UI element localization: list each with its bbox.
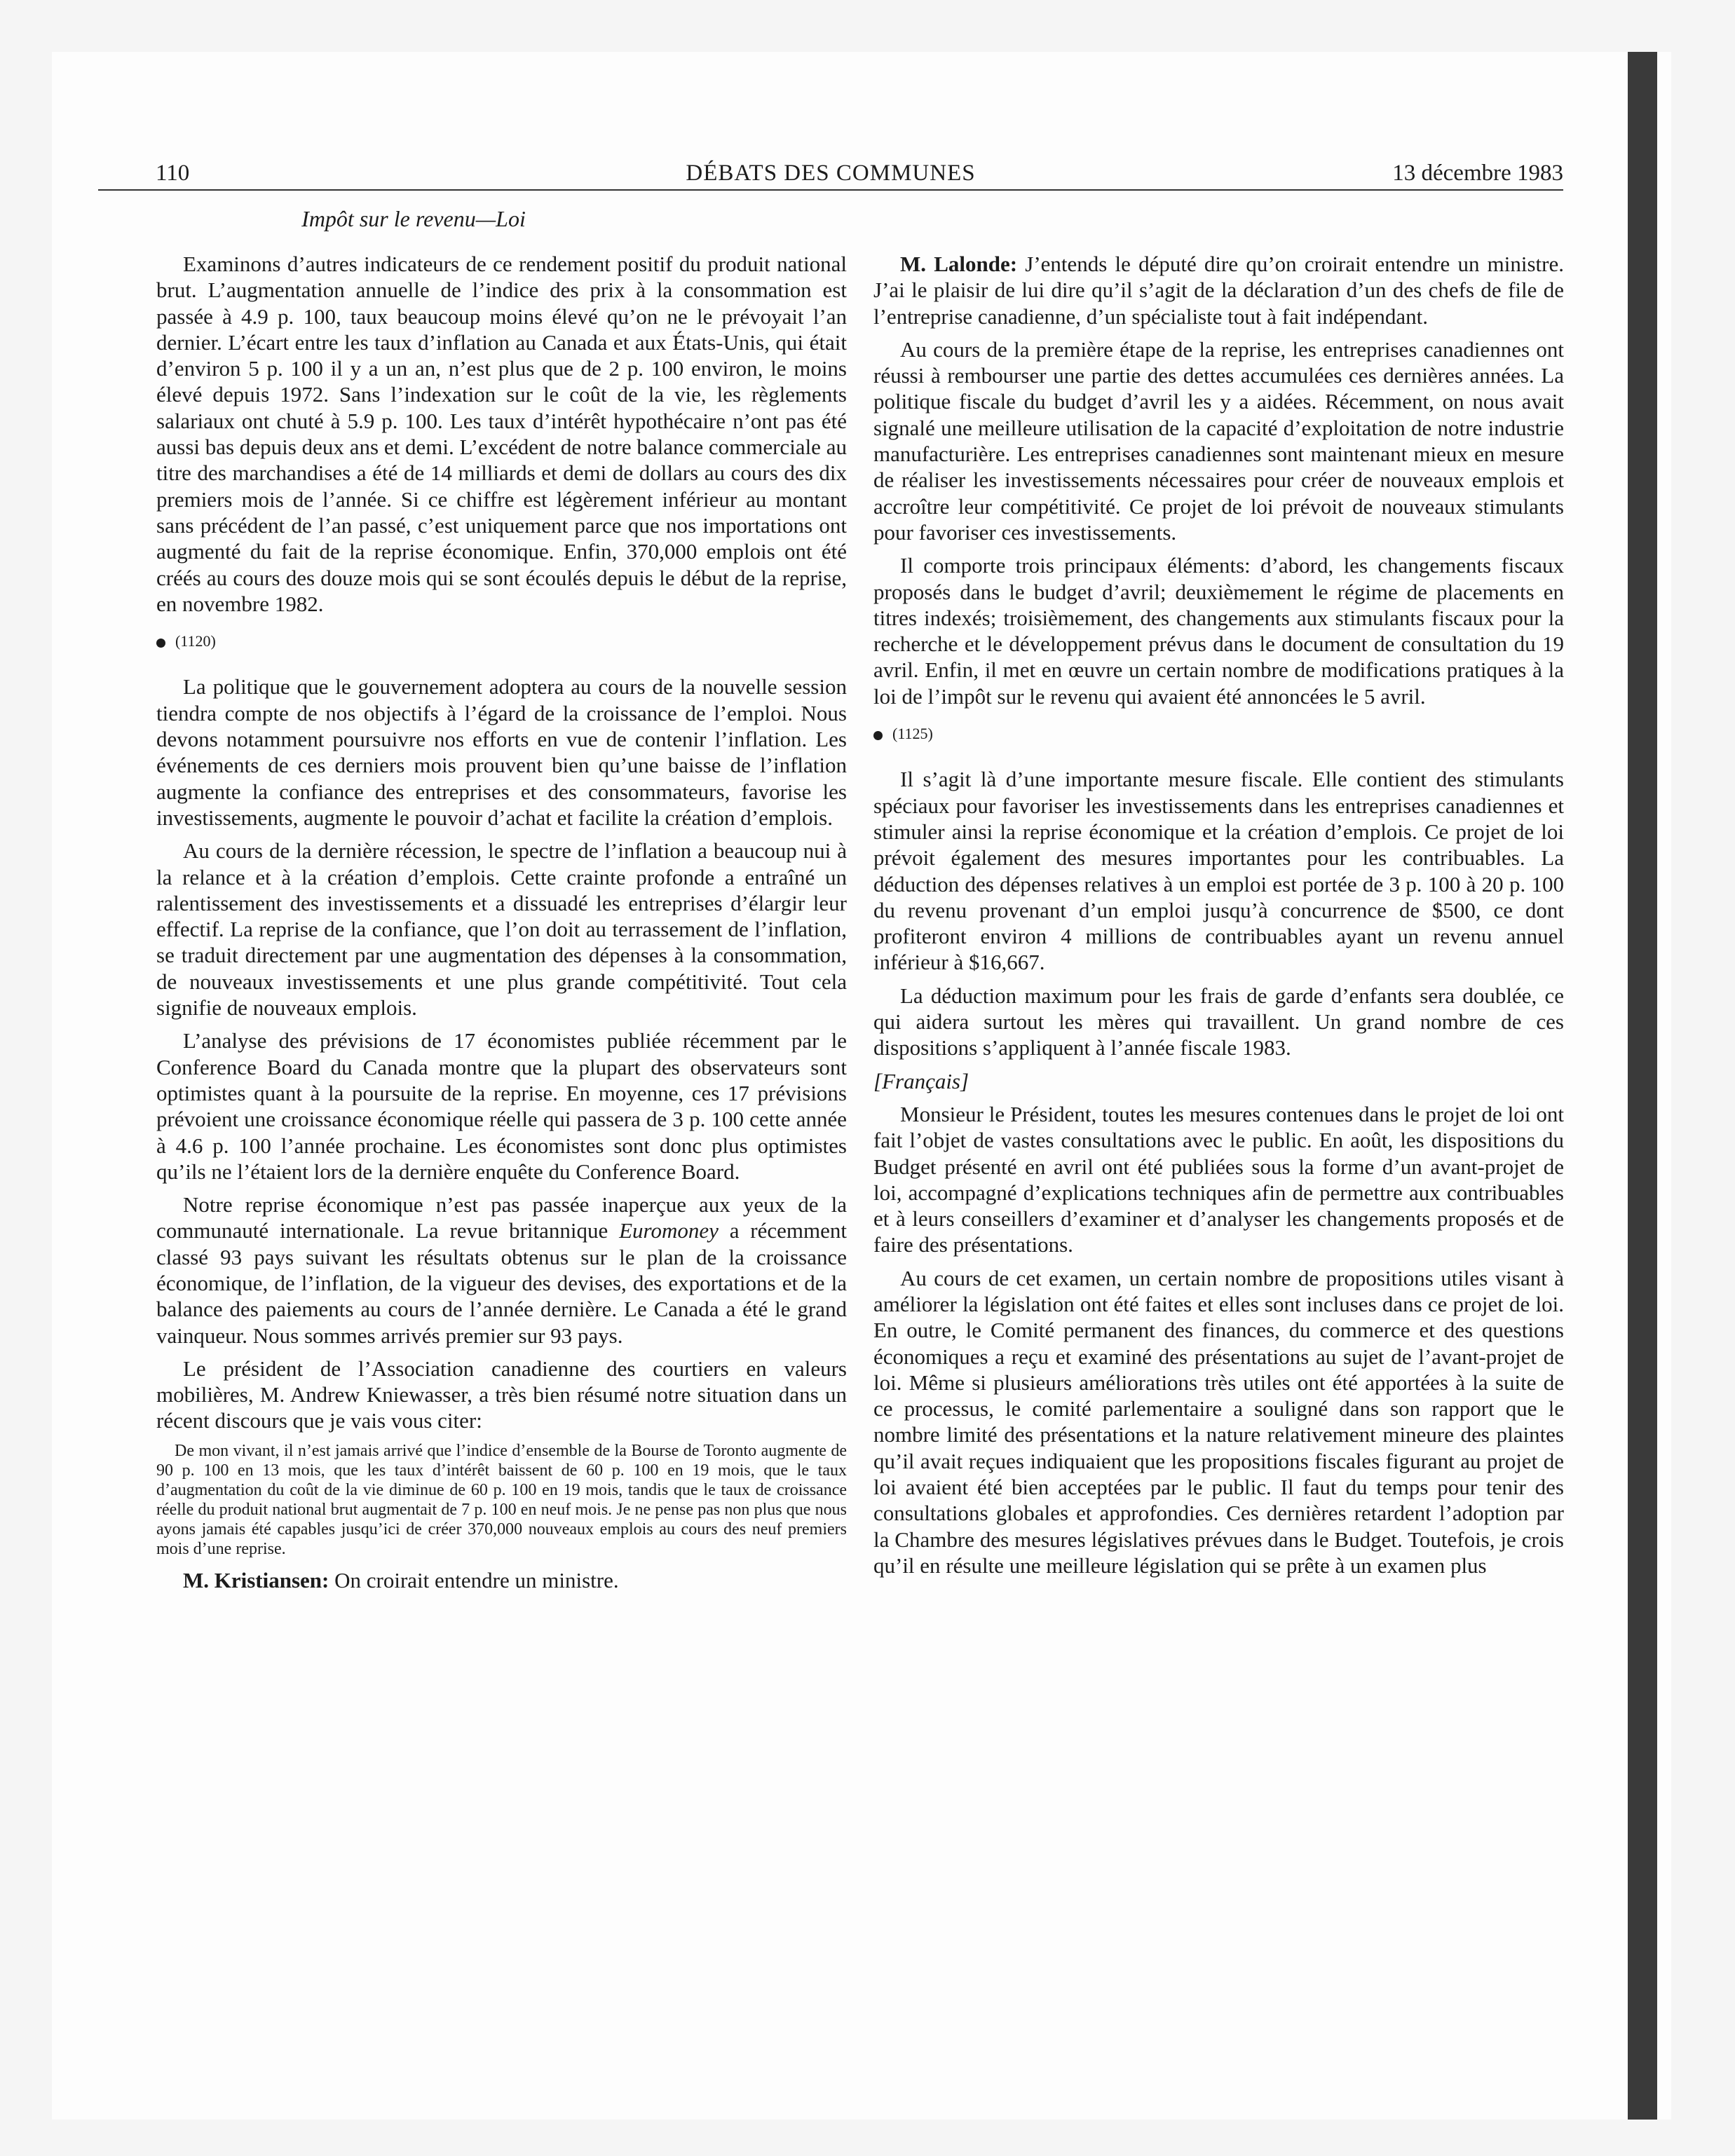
- right-column: [873, 251, 1564, 1585]
- publication-name: Euromoney: [619, 1218, 719, 1243]
- paragraph: La politique que le gouvernement adoptera au cours de la nouvelle session tiendra compte de nos objectifs à l’égard de la croissance de l’emploi. Nous devons notamment poursuivre nos efforts en vue de contenir l’inflation. Les événements de ces derniers mois prouvent bien qu’une baisse de l’inflation augmente la confiance des entreprises et des consommateurs, favorise les investissements, augmente le pouvoir d’achat et facilite la création d’emplois.: [156, 674, 847, 830]
- left-column: [156, 251, 847, 1600]
- paragraph: La déduction maximum pour les frais de garde d’enfants sera doublée, ce qui aidera surtout les mères qui travaillent. Un grand nombre de ces dispositions s’appliquent à l’année fiscale 1983.: [873, 983, 1564, 1060]
- speech: [156, 1567, 847, 1593]
- paragraph: Il s’agit là d’une importante mesure fiscale. Elle contient des stimulants spéciaux pour favoriser les investissements dans les entreprises canadiennes et stimuler ainsi la reprise économique et la création d’emplois. Ce projet de loi prévoit également des mesures importantes pour les contribuables. La déduction des dépenses relatives à un emploi est portée de 3 p. 100 à 20 p. 100 du revenu provenant d’un emploi jusqu’à concurrence de $500, ce dont profiteront environ 4 millions de contribuables ayant un revenu annuel inférieur à $16,667.: [873, 767, 1564, 975]
- paragraph: Au cours de cet examen, un certain nombre de propositions utiles visant à améliorer la législation ont été faites et elles sont incluses dans ce projet de loi. En outre, le Comité permanent des finances, du commerce et des questions économiques a reçu et examiné des présentations au sujet de l’avant-projet de loi. Même si plusieurs améliorations très utiles ont été apportées à la suite de ce processus, le comité parlementaire a souligné dans son rapport que le nombre limité des présentations et la nature relativement mineure des plaintes qu’il avait reçues indiquaient que les propositions fiscales figurant au projet de loi avaient été bien acceptées par le public. Il faut du temps pour tenir des consultations globales et approfondies. Ces dernières retardent l’adoption par la Chambre des mesures législatives prévues dans le Budget. Toutefois, je crois qu’il en résulte une meilleure législation qui se prête à un examen plus: [873, 1265, 1564, 1578]
- paragraph: Le président de l’Association canadienne des courtiers en valeurs mobilières, M. Andrew Kniewasser, a très bien résumé notre situation dans un récent discours que je vais vous citer:: [156, 1356, 847, 1433]
- language-tag: [Français]: [873, 1068, 969, 1093]
- paragraph: Au cours de la première étape de la reprise, les entreprises canadiennes ont réussi à rembourser une partie des dettes accumulées ces dernières années. La politique fiscale du budget d’avril les y a aidées. Récemment, on nous avait signalé une meilleure utilisation de la capacité d’exploitation de notre industrie manufacturière. Les entreprises canadiennes sont maintenant mieux en mesure de réaliser les investissements nécessaires pour créer de nouveaux emplois et accroître leur compétitivité. Ce projet de loi prévoit de nouveaux stimulants pour favoriser ces investissements.: [873, 336, 1564, 545]
- time-marker: [873, 721, 1564, 746]
- paragraph: [156, 1192, 847, 1349]
- paragraph: Il comporte trois principaux éléments: d’abord, les changements fiscaux proposés dans le budget d’avril; deuxièmement le régime de placements en titres indexés; troisièmement, des changements aux stimulants fiscaux pour la recherche et le développement prévus dans le document de consultation du 19 avril. Enfin, il met en œuvre un certain nombre de modifications pratiques à la loi de l’impôt sur le revenu qui avaient été annoncées le 5 avril.: [873, 553, 1564, 709]
- text-run: a récemment classé 93 pays suivant les résultats obtenus sur le plan de la croissance économique, de l’inflation, de la vigueur des devises, des exportations et de la balance des paiements au cours de l’année dernière. Le Canada a été le grand vainqueur. Nous sommes arrivés premier sur 93 pays.: [156, 1218, 847, 1348]
- running-head: Impôt sur le revenu—Loi: [301, 206, 526, 231]
- speaker-name: M. Kristiansen:: [183, 1567, 329, 1592]
- page-number: 110: [156, 161, 190, 186]
- bullet-icon: [156, 639, 165, 648]
- paragraph: Au cours de la dernière récession, le spectre de l’inflation a beaucoup nui à la relance et à la création d’emplois. Cette crainte profonde a entraîné un ralentissement des investissements et a dissuadé les entreprises d’élargir leur effectif. La reprise de la confiance, que l’on doit au terrassement de l’inflation, se traduit directement par une augmentation des dépenses à la consommation, de nouveaux investissements et une plus grande compétitivité. Tout cela signifie de nouveaux emplois.: [156, 838, 847, 1021]
- paragraph: Examinons d’autres indicateurs de ce rendement positif du produit national brut. L’augmentation annuelle de l’indice des prix à la consommation est passée à 4.9 p. 100, taux beaucoup moins élevé qu’on ne le prévoyait l’an dernier. L’écart entre les taux d’inflation au Canada et aux États-Unis, qui était d’environ 5 p. 100 il y a un an, n’est plus que de 2 p. 100 environ, le moins élevé depuis 1972. Sans l’indexation sur le coût de la vie, les règlements salariaux ont chuté à 5.9 p. 100. Les taux d’intérêt hypothécaire n’ont pas été aussi bas depuis deux ans et demi. L’excédent de notre balance commerciale au titre des marchandises a été de 14 milliards et demi de dollars au cours des dix premiers mois de l’année. Si ce chiffre est légèrement inférieur au montant sans précédent de l’an passé, c’est uniquement parce que nos importations ont augmenté du fait de la reprise économique. Enfin, 370,000 emplois ont été créés au cours des douze mois qui se sont écoulés depuis le début de la reprise, en novembre 1982.: [156, 252, 847, 616]
- paragraph: Monsieur le Président, toutes les mesures contenues dans le projet de loi ont fait l’objet de vastes consultations avec le public. En août, les dispositions du Budget présenté en avril ont été publiées sous la forme d’un avant-projet de loi, accompagné d’explications techniques afin de permettre aux contribuables et à leurs conseillers d’examiner et d’analyser les changements proposés et de faire des présentations.: [873, 1101, 1564, 1257]
- speech-text: J’entends le député dire qu’on croirait entendre un ministre. J’ai le plaisir de lui dire qu’il s’agit de la déclaration d’un des chefs de file de l’entreprise canadienne, d’un spécialiste tout à fait indépendant.: [873, 252, 1564, 329]
- page-header: [98, 160, 1563, 191]
- speech-text: On croirait entendre un ministre.: [329, 1567, 619, 1592]
- speech: [873, 251, 1564, 329]
- time-marker: [156, 628, 847, 654]
- block-quote: De mon vivant, il n’est jamais arrivé que l’indice d’ensemble de la Bourse de Toronto augmente de 90 p. 100 en 13 mois, que les taux d’intérêt baissent de 60 p. 100 en 19 mois, que le taux d’augmentation du coût de la vie diminue de 60 p. 100 en 19 mois, tandis que le taux de croissance réelle du produit national brut augmentait de 7 p. 100 en neuf mois. Je ne pense pas non plus que nous ayons jamais été capables jusqu’ici de créer 370,000 nouveaux emplois au cours des neuf premiers mois d’une reprise.: [156, 1441, 847, 1558]
- time-marker-label: (1120): [175, 632, 216, 650]
- binding-edge: [1628, 52, 1657, 2120]
- publication-title: DÉBATS DES COMMUNES: [686, 161, 976, 186]
- paragraph: L’analyse des prévisions de 17 économistes publiée récemment par le Conference Board du Canada montre que la plupart des observateurs sont optimistes quant à la poursuite de la reprise. En moyenne, ces 17 prévisions prévoient une croissance économique réelle qui passera de 3 p. 100 cette année à 4.6 p. 100 l’année prochaine. Les économistes sont donc plus optimistes qu’ils ne l’étaient lors de la dernière enquête du Conference Board.: [156, 1028, 847, 1184]
- speaker-name: M. Lalonde:: [900, 252, 1018, 276]
- time-marker-label: (1125): [892, 725, 933, 743]
- bullet-icon: [873, 731, 883, 740]
- text-run: Notre reprise économique n’est pas passée inaperçue aux yeux de la communauté internationale. La revue britannique: [156, 1192, 847, 1243]
- header-date: 13 décembre 1983: [1392, 161, 1563, 186]
